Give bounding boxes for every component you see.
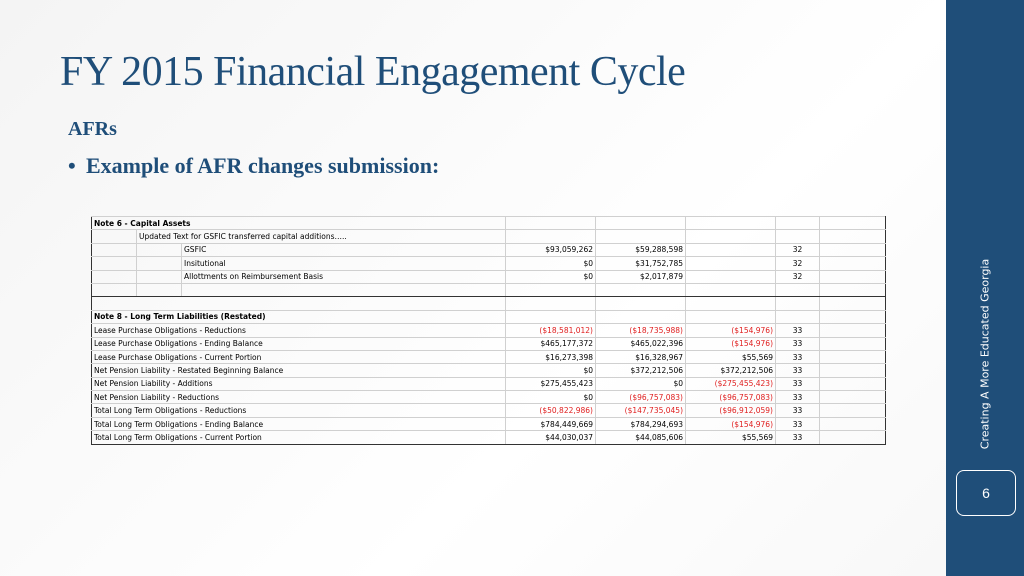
- blank-cell: [596, 283, 686, 296]
- blank-cell: [596, 310, 686, 323]
- blank-cell: [820, 217, 886, 230]
- row-label: Lease Purchase Obligations - Current Portion: [92, 350, 506, 363]
- table-row: [92, 364, 886, 377]
- bullet-text: Example of AFR changes submission:: [86, 153, 440, 178]
- afr-table-body: [92, 217, 886, 445]
- afr-changes-table: [91, 216, 886, 445]
- blank-cell: [137, 243, 182, 256]
- table-row: [92, 337, 886, 350]
- row-label: Insitutional: [182, 257, 506, 270]
- blank-cell: [820, 337, 886, 350]
- reference-cell: 32: [776, 270, 820, 283]
- blank-cell: [92, 243, 137, 256]
- value-cell: [686, 257, 776, 270]
- value-cell: $784,294,693: [596, 417, 686, 430]
- reference-cell: 33: [776, 324, 820, 337]
- blank-cell: [92, 257, 137, 270]
- value-cell: $59,288,598: [596, 243, 686, 256]
- blank-cell: [820, 350, 886, 363]
- table-row: [92, 377, 886, 390]
- blank-cell: [506, 297, 596, 310]
- reference-cell: 33: [776, 350, 820, 363]
- row-label: Lease Purchase Obligations - Ending Balance: [92, 337, 506, 350]
- value-cell: ($147,735,045): [596, 404, 686, 417]
- blank-cell: [820, 364, 886, 377]
- blank-cell: [820, 324, 886, 337]
- blank-cell: [820, 404, 886, 417]
- note6-heading: Note 6 - Capital Assets: [92, 217, 506, 230]
- blank-cell: [92, 283, 137, 296]
- row-label: GSFIC: [182, 243, 506, 256]
- blank-cell: [506, 230, 596, 243]
- value-cell: $0: [506, 270, 596, 283]
- value-cell: $93,059,262: [506, 243, 596, 256]
- value-cell: $372,212,506: [686, 364, 776, 377]
- blank-cell: [137, 257, 182, 270]
- reference-cell: 32: [776, 257, 820, 270]
- value-cell: $16,273,398: [506, 350, 596, 363]
- value-cell: ($154,976): [686, 417, 776, 430]
- value-cell: ($96,912,059): [686, 404, 776, 417]
- value-cell: [686, 270, 776, 283]
- reference-cell: 33: [776, 337, 820, 350]
- blank-cell: [596, 217, 686, 230]
- value-cell: ($18,735,988): [596, 324, 686, 337]
- sidebar-tagline: Creating A More Educated Georgia: [978, 258, 992, 450]
- blank-cell: [820, 377, 886, 390]
- value-cell: ($18,581,012): [506, 324, 596, 337]
- blank-cell: [686, 310, 776, 323]
- bullet-item: [68, 153, 439, 179]
- row-label: Total Long Term Obligations - Ending Balance: [92, 417, 506, 430]
- slide-subtitle: AFRs: [68, 118, 117, 140]
- value-cell: [686, 243, 776, 256]
- blank-cell: [92, 270, 137, 283]
- value-cell: $0: [596, 377, 686, 390]
- value-cell: $0: [506, 257, 596, 270]
- blank-cell: [137, 283, 182, 296]
- blank-cell: [820, 243, 886, 256]
- blank-cell: [820, 257, 886, 270]
- value-cell: $55,569: [686, 431, 776, 444]
- value-cell: $31,752,785: [596, 257, 686, 270]
- blank-cell: [686, 230, 776, 243]
- note8-heading-row: [92, 310, 886, 323]
- table-row: [92, 243, 886, 256]
- value-cell: $275,455,423: [506, 377, 596, 390]
- note8-heading: Note 8 - Long Term Liabilities (Restated): [92, 310, 506, 323]
- blank-cell: [820, 391, 886, 404]
- table-row: [92, 404, 886, 417]
- value-cell: ($154,976): [686, 337, 776, 350]
- row-label: Total Long Term Obligations - Current Portion: [92, 431, 506, 444]
- blank-cell: [92, 297, 506, 310]
- table-row: [92, 417, 886, 430]
- table-row: [92, 257, 886, 270]
- value-cell: $784,449,669: [506, 417, 596, 430]
- value-cell: ($96,757,083): [596, 391, 686, 404]
- blank-cell: [686, 297, 776, 310]
- blank-row: [92, 297, 886, 310]
- table-row: [92, 350, 886, 363]
- table-row: [92, 324, 886, 337]
- table-row: [92, 270, 886, 283]
- value-cell: $372,212,506: [596, 364, 686, 377]
- blank-cell: [820, 230, 886, 243]
- blank-cell: [776, 310, 820, 323]
- value-cell: ($275,455,423): [686, 377, 776, 390]
- reference-cell: 33: [776, 377, 820, 390]
- note6-heading-row: [92, 217, 886, 230]
- blank-cell: [820, 310, 886, 323]
- blank-cell: [506, 310, 596, 323]
- bullet-dot-icon: •: [68, 153, 76, 178]
- blank-cell: [182, 283, 506, 296]
- note6-desc-row: [92, 230, 886, 243]
- blank-row: [92, 283, 886, 296]
- blank-cell: [506, 217, 596, 230]
- value-cell: $0: [506, 391, 596, 404]
- reference-cell: 33: [776, 391, 820, 404]
- note6-description: Updated Text for GSFIC transferred capital additions…..: [137, 230, 506, 243]
- blank-cell: [776, 230, 820, 243]
- reference-cell: 33: [776, 404, 820, 417]
- blank-cell: [820, 417, 886, 430]
- value-cell: $44,030,037: [506, 431, 596, 444]
- blank-cell: [596, 297, 686, 310]
- value-cell: $0: [506, 364, 596, 377]
- row-label: Total Long Term Obligations - Reductions: [92, 404, 506, 417]
- row-label: Allottments on Reimbursement Basis: [182, 270, 506, 283]
- blank-cell: [820, 431, 886, 444]
- row-label: Net Pension Liability - Restated Beginning Balance: [92, 364, 506, 377]
- blank-cell: [820, 270, 886, 283]
- slide-title: FY 2015 Financial Engagement Cycle: [60, 49, 686, 95]
- blank-cell: [596, 230, 686, 243]
- blank-cell: [686, 283, 776, 296]
- page-number: 6: [956, 470, 1016, 516]
- reference-cell: 33: [776, 417, 820, 430]
- value-cell: $465,177,372: [506, 337, 596, 350]
- value-cell: $44,085,606: [596, 431, 686, 444]
- value-cell: ($96,757,083): [686, 391, 776, 404]
- blank-cell: [820, 297, 886, 310]
- row-label: Net Pension Liability - Reductions: [92, 391, 506, 404]
- row-label: Lease Purchase Obligations - Reductions: [92, 324, 506, 337]
- table-row: [92, 431, 886, 444]
- blank-cell: [776, 217, 820, 230]
- value-cell: ($50,822,986): [506, 404, 596, 417]
- reference-cell: 32: [776, 243, 820, 256]
- blank-cell: [506, 283, 596, 296]
- value-cell: ($154,976): [686, 324, 776, 337]
- blank-cell: [820, 283, 886, 296]
- blank-cell: [92, 230, 137, 243]
- value-cell: $2,017,879: [596, 270, 686, 283]
- reference-cell: 33: [776, 431, 820, 444]
- blank-cell: [137, 270, 182, 283]
- value-cell: $465,022,396: [596, 337, 686, 350]
- blank-cell: [686, 217, 776, 230]
- value-cell: $16,328,967: [596, 350, 686, 363]
- row-label: Net Pension Liability - Additions: [92, 377, 506, 390]
- blank-cell: [776, 283, 820, 296]
- value-cell: $55,569: [686, 350, 776, 363]
- table-row: [92, 391, 886, 404]
- blank-cell: [776, 297, 820, 310]
- reference-cell: 33: [776, 364, 820, 377]
